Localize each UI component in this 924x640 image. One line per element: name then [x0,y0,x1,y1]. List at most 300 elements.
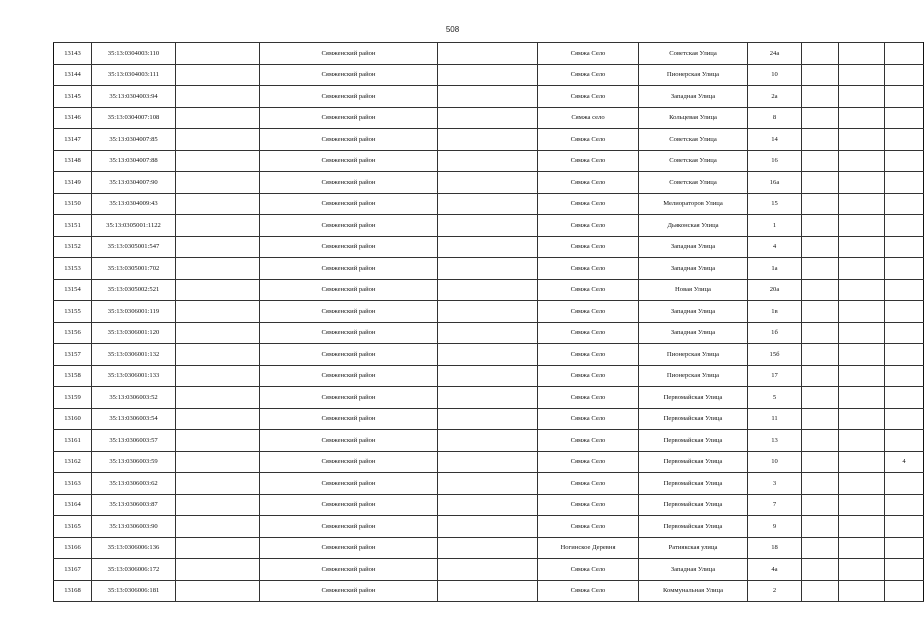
cell-cadastral-number: 35:13:0306003:59 [92,451,176,473]
cell-empty [839,387,885,409]
cell-empty [438,473,538,495]
cell-extra [885,494,924,516]
cell-empty [802,559,839,581]
cell-empty [438,193,538,215]
cell-district: Сямженский район [260,365,438,387]
cell-district: Сямженский район [260,322,438,344]
cell-street: Советская Улица [639,43,748,65]
cell-street: Западная Улица [639,86,748,108]
table-row [54,580,924,602]
cell-empty [839,430,885,452]
cell-house-number: 2а [748,86,802,108]
cell-empty [438,365,538,387]
cell-extra [885,86,924,108]
table-row [54,430,924,452]
cell-empty [802,387,839,409]
cell-empty [802,322,839,344]
cell-settlement: Сямжа Село [538,344,639,366]
cell-extra [885,215,924,237]
cell-extra [885,64,924,86]
cell-extra [885,344,924,366]
cell-street: Коммунальная Улица [639,580,748,602]
cell-empty [839,215,885,237]
cell-empty [802,473,839,495]
cell-empty [176,387,260,409]
cell-district: Сямженский район [260,559,438,581]
cell-empty [176,494,260,516]
cell-house-number: 15 [748,193,802,215]
cell-cadastral-number: 35:13:0304003:110 [92,43,176,65]
cell-house-number: 10 [748,451,802,473]
cell-empty [839,172,885,194]
cell-empty [802,494,839,516]
cell-record-number: 13168 [54,580,92,602]
cell-empty [438,64,538,86]
cell-settlement: Сямжа Село [538,494,639,516]
cell-settlement: Сямжа Село [538,387,639,409]
cell-district: Сямженский район [260,473,438,495]
cell-house-number: 16а [748,172,802,194]
cell-extra [885,258,924,280]
cell-empty [839,408,885,430]
cell-street: Новая Улица [639,279,748,301]
cell-street: Мелиораторов Улица [639,193,748,215]
cell-house-number: 13 [748,430,802,452]
cell-extra [885,172,924,194]
cell-empty [802,43,839,65]
cell-house-number: 14 [748,129,802,151]
table-row [54,559,924,581]
cell-empty [176,107,260,129]
cell-empty [438,236,538,258]
table-row [54,451,924,473]
cell-street: Первомайская Улица [639,451,748,473]
cell-extra [885,150,924,172]
registry-table [53,42,924,602]
cell-settlement: Сямжа Село [538,559,639,581]
cell-record-number: 13158 [54,365,92,387]
cell-record-number: 13160 [54,408,92,430]
table-row [54,107,924,129]
cell-extra [885,430,924,452]
cell-cadastral-number: 35:13:0306003:90 [92,516,176,538]
cell-settlement: Сямжа Село [538,279,639,301]
cell-house-number: 1а [748,258,802,280]
cell-empty [839,559,885,581]
cell-house-number: 3 [748,473,802,495]
cell-empty [839,322,885,344]
cell-house-number: 1б [748,322,802,344]
cell-empty [438,430,538,452]
cell-empty [839,279,885,301]
cell-cadastral-number: 35:13:0306003:52 [92,387,176,409]
cell-extra [885,580,924,602]
cell-extra [885,387,924,409]
cell-district: Сямженский район [260,387,438,409]
cell-district: Сямженский район [260,193,438,215]
cell-empty [176,215,260,237]
cell-house-number: 24а [748,43,802,65]
cell-empty [802,86,839,108]
cell-empty [176,172,260,194]
cell-extra [885,193,924,215]
cell-district: Сямженский район [260,408,438,430]
cell-empty [176,580,260,602]
cell-empty [438,279,538,301]
cell-settlement: Сямжа Село [538,236,639,258]
cell-settlement: Сямжа Село [538,516,639,538]
cell-record-number: 13166 [54,537,92,559]
cell-cadastral-number: 35:13:0304007:90 [92,172,176,194]
cell-empty [438,559,538,581]
cell-extra [885,365,924,387]
table-row [54,516,924,538]
cell-settlement: Сямжа Село [538,430,639,452]
cell-empty [438,150,538,172]
cell-cadastral-number: 35:13:0306001:132 [92,344,176,366]
table-row [54,279,924,301]
cell-settlement: Сямжа Село [538,172,639,194]
cell-record-number: 13154 [54,279,92,301]
cell-district: Сямженский район [260,430,438,452]
cell-empty [176,559,260,581]
table-row [54,258,924,280]
cell-settlement: Сямжа Село [538,365,639,387]
table-row [54,322,924,344]
cell-extra [885,301,924,323]
cell-district: Сямженский район [260,172,438,194]
cell-empty [802,172,839,194]
cell-settlement: Сямжа Село [538,129,639,151]
cell-record-number: 13157 [54,344,92,366]
cell-house-number: 4а [748,559,802,581]
cell-cadastral-number: 35:13:0306003:54 [92,408,176,430]
cell-house-number: 4 [748,236,802,258]
cell-house-number: 2 [748,580,802,602]
cell-cadastral-number: 35:13:0305001:702 [92,258,176,280]
cell-house-number: 7 [748,494,802,516]
cell-empty [839,301,885,323]
cell-empty [802,451,839,473]
cell-empty [839,451,885,473]
cell-extra [885,129,924,151]
cell-settlement: Сямжа Село [538,215,639,237]
cell-street: Пионерская Улица [639,365,748,387]
cell-empty [438,301,538,323]
cell-empty [839,473,885,495]
cell-district: Сямженский район [260,580,438,602]
cell-empty [802,365,839,387]
cell-empty [802,150,839,172]
cell-record-number: 13144 [54,64,92,86]
cell-district: Сямженский район [260,516,438,538]
cell-record-number: 13156 [54,322,92,344]
cell-empty [839,236,885,258]
cell-empty [802,193,839,215]
cell-empty [802,344,839,366]
cell-settlement: Сямжа Село [538,580,639,602]
cell-extra [885,279,924,301]
cell-empty [802,215,839,237]
cell-settlement: Сямжа Село [538,64,639,86]
cell-empty [176,258,260,280]
cell-empty [438,322,538,344]
cell-extra [885,43,924,65]
table-row [54,172,924,194]
cell-street: Западная Улица [639,258,748,280]
table-row [54,129,924,151]
cell-record-number: 13167 [54,559,92,581]
cell-empty [176,43,260,65]
cell-house-number: 16 [748,150,802,172]
cell-empty [802,580,839,602]
cell-empty [438,172,538,194]
table-row [54,150,924,172]
cell-settlement: Сямжа Село [538,43,639,65]
cell-settlement: Сямжа Село [538,473,639,495]
cell-empty [176,64,260,86]
cell-empty [802,64,839,86]
cell-empty [802,430,839,452]
cell-empty [839,344,885,366]
cell-empty [839,516,885,538]
table-row [54,301,924,323]
cell-record-number: 13159 [54,387,92,409]
cell-street: Кольцевая Улица [639,107,748,129]
cell-house-number: 5 [748,387,802,409]
cell-settlement: Сямжа Село [538,301,639,323]
cell-empty [176,193,260,215]
cell-street: Дьяконская Улица [639,215,748,237]
cell-empty [839,258,885,280]
cell-empty [176,150,260,172]
cell-record-number: 13155 [54,301,92,323]
cell-empty [176,473,260,495]
cell-district: Сямженский район [260,258,438,280]
cell-house-number: 9 [748,516,802,538]
cell-street: Советская Улица [639,172,748,194]
cell-empty [839,494,885,516]
table-row [54,86,924,108]
cell-record-number: 13146 [54,107,92,129]
cell-empty [802,279,839,301]
cell-empty [176,236,260,258]
cell-record-number: 13152 [54,236,92,258]
cell-district: Сямженский район [260,301,438,323]
cell-empty [176,408,260,430]
cell-record-number: 13164 [54,494,92,516]
cell-empty [839,86,885,108]
cell-street: Пионерская Улица [639,344,748,366]
cell-record-number: 13161 [54,430,92,452]
table-row [54,215,924,237]
cell-empty [176,322,260,344]
cell-district: Сямженский район [260,537,438,559]
cell-district: Сямженский район [260,43,438,65]
cell-district: Сямженский район [260,150,438,172]
cell-street: Первомайская Улица [639,387,748,409]
cell-empty [438,86,538,108]
cell-empty [802,516,839,538]
cell-cadastral-number: 35:13:0306003:62 [92,473,176,495]
cell-extra [885,559,924,581]
cell-empty [802,107,839,129]
cell-empty [802,258,839,280]
cell-cadastral-number: 35:13:0304003:111 [92,64,176,86]
cell-empty [802,129,839,151]
cell-record-number: 13163 [54,473,92,495]
cell-empty [839,129,885,151]
cell-district: Сямженский район [260,64,438,86]
cell-empty [839,193,885,215]
cell-street: Первомайская Улица [639,516,748,538]
cell-empty [438,451,538,473]
cell-record-number: 13149 [54,172,92,194]
cell-settlement: Сямжа Село [538,408,639,430]
cell-empty [176,430,260,452]
cell-settlement: Сямжа село [538,107,639,129]
cell-street: Первомайская Улица [639,473,748,495]
cell-empty [438,107,538,129]
cell-cadastral-number: 35:13:0304007:108 [92,107,176,129]
cell-empty [176,344,260,366]
cell-street: Западная Улица [639,301,748,323]
cell-house-number: 11 [748,408,802,430]
cell-district: Сямженский район [260,215,438,237]
table-row [54,236,924,258]
table-row [54,473,924,495]
cell-extra [885,516,924,538]
cell-street: Первомайская Улица [639,494,748,516]
cell-empty [839,365,885,387]
cell-empty [802,236,839,258]
cell-settlement: Сямжа Село [538,86,639,108]
cell-empty [438,537,538,559]
cell-extra [885,408,924,430]
cell-settlement: Сямжа Село [538,322,639,344]
cell-record-number: 13151 [54,215,92,237]
cell-house-number: 20а [748,279,802,301]
cell-house-number: 1в [748,301,802,323]
cell-record-number: 13148 [54,150,92,172]
cell-district: Сямженский район [260,86,438,108]
cell-street: Западная Улица [639,236,748,258]
cell-cadastral-number: 35:13:0304009:43 [92,193,176,215]
table-row [54,64,924,86]
cell-settlement: Сямжа Село [538,150,639,172]
cell-cadastral-number: 35:13:0305002:521 [92,279,176,301]
cell-settlement: Сямжа Село [538,258,639,280]
table-row [54,43,924,65]
cell-cadastral-number: 35:13:0306001:119 [92,301,176,323]
cell-empty [839,107,885,129]
cell-cadastral-number: 35:13:0306001:120 [92,322,176,344]
cell-empty [438,494,538,516]
table-row [54,408,924,430]
cell-street: Ратиякская улица [639,537,748,559]
cell-empty [438,387,538,409]
cell-street: Пионерская Улица [639,64,748,86]
table-row [54,387,924,409]
cell-house-number: 10 [748,64,802,86]
cell-record-number: 13162 [54,451,92,473]
cell-empty [438,258,538,280]
cell-empty [438,408,538,430]
cell-empty [438,215,538,237]
cell-district: Сямженский район [260,494,438,516]
cell-record-number: 13145 [54,86,92,108]
cell-settlement: Сямжа Село [538,451,639,473]
page-number: 508 [445,25,460,34]
cell-empty [839,150,885,172]
cell-empty [176,451,260,473]
cell-cadastral-number: 35:13:0306003:57 [92,430,176,452]
cell-empty [176,86,260,108]
cell-empty [839,43,885,65]
cell-extra [885,236,924,258]
table-row [54,365,924,387]
cell-settlement: Сямжа Село [538,193,639,215]
cell-cadastral-number: 35:13:0306006:181 [92,580,176,602]
cell-empty [438,344,538,366]
cell-extra [885,537,924,559]
cell-cadastral-number: 35:13:0304003:94 [92,86,176,108]
table-row [54,344,924,366]
cell-empty [438,580,538,602]
cell-record-number: 13150 [54,193,92,215]
cell-extra: 4 [885,451,924,473]
cell-street: Советская Улица [639,129,748,151]
cell-district: Сямженский район [260,236,438,258]
cell-empty [802,408,839,430]
cell-house-number: 8 [748,107,802,129]
cell-empty [839,64,885,86]
cell-district: Сямженский район [260,129,438,151]
cell-empty [802,301,839,323]
cell-empty [176,129,260,151]
table-row [54,537,924,559]
cell-house-number: 17 [748,365,802,387]
cell-empty [802,537,839,559]
cell-cadastral-number: 35:13:0306003:87 [92,494,176,516]
cell-house-number: 15б [748,344,802,366]
cell-settlement: Ногинское Деревня [538,537,639,559]
cell-cadastral-number: 35:13:0304007:85 [92,129,176,151]
cell-street: Советская Улица [639,150,748,172]
table-row [54,494,924,516]
cell-empty [438,516,538,538]
cell-record-number: 13153 [54,258,92,280]
cell-street: Западная Улица [639,322,748,344]
cell-empty [176,516,260,538]
cell-cadastral-number: 35:13:0304007:88 [92,150,176,172]
cell-empty [438,43,538,65]
cell-cadastral-number: 35:13:0306006:136 [92,537,176,559]
cell-house-number: 1 [748,215,802,237]
cell-empty [839,537,885,559]
cell-street: Первомайская Улица [639,408,748,430]
cell-record-number: 13165 [54,516,92,538]
cell-record-number: 13147 [54,129,92,151]
cell-cadastral-number: 35:13:0305001:547 [92,236,176,258]
cell-empty [176,537,260,559]
cell-extra [885,473,924,495]
table-body [54,43,924,602]
cell-empty [438,129,538,151]
table-row [54,193,924,215]
cell-district: Сямженский район [260,279,438,301]
cell-extra [885,107,924,129]
